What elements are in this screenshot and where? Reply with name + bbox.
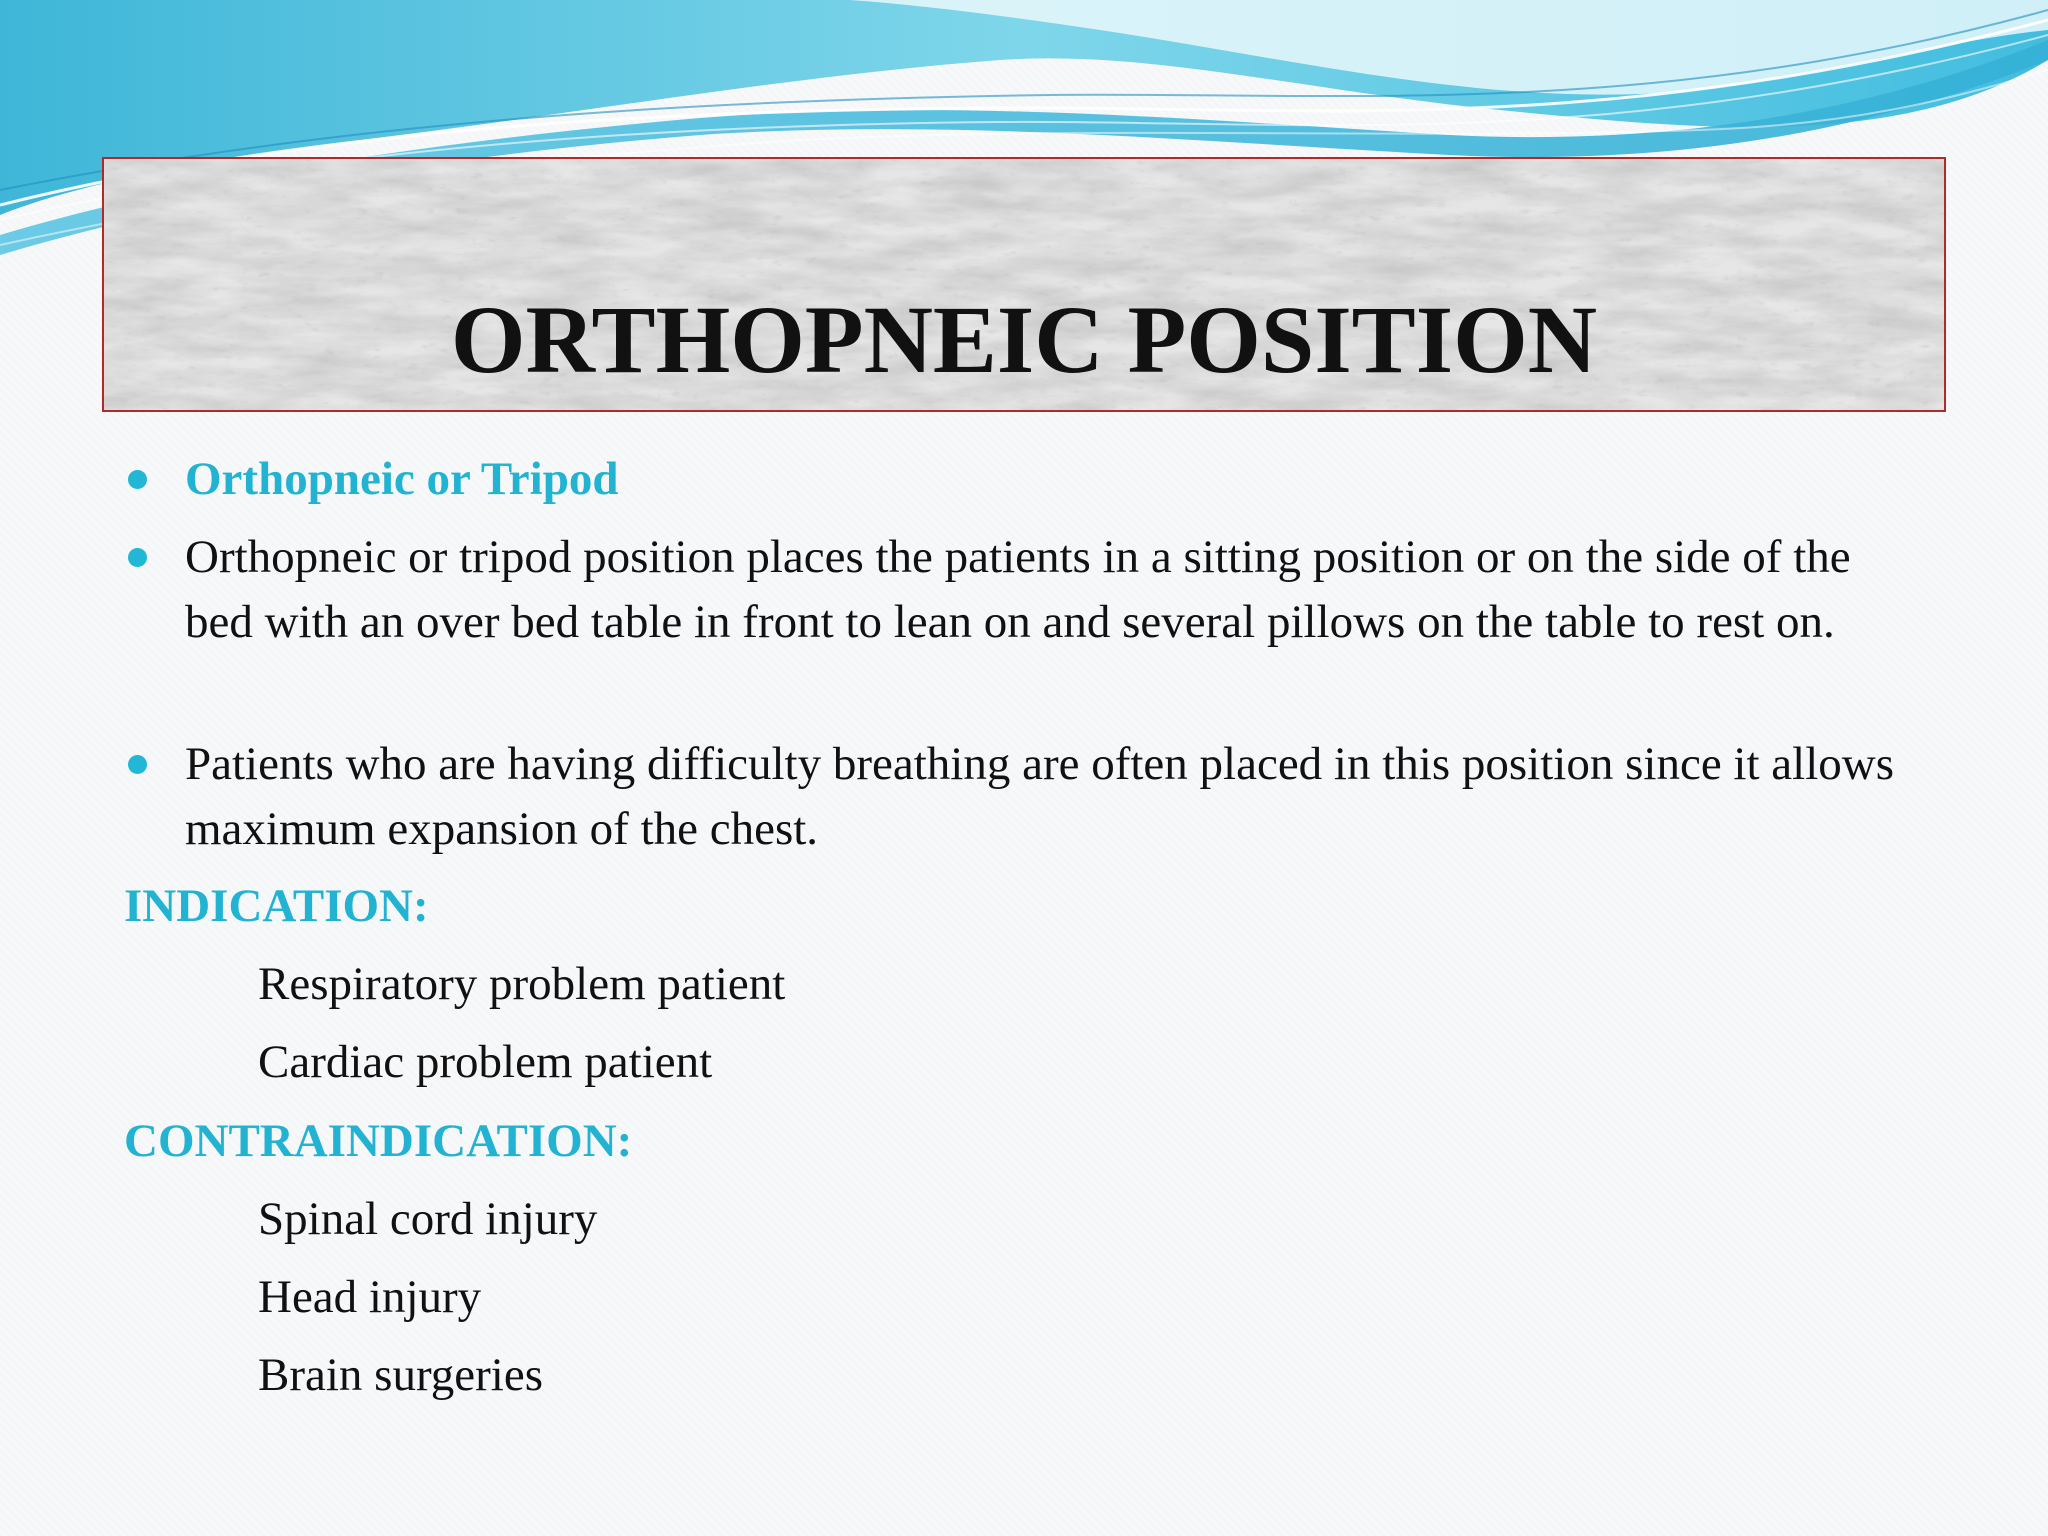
contraindication-heading: CONTRAINDICATION: (124, 1115, 633, 1167)
slide-title: ORTHOPNEIC POSITION (450, 286, 1598, 393)
bullet-dot (128, 548, 147, 567)
bullet-dot (128, 470, 147, 489)
bullet-rationale: Patients who are having difficulty breathing are often placed in this position since it allows maximum expansion of the chest. (185, 738, 1895, 855)
contraindication-item: Head injury (258, 1271, 482, 1323)
indication-item: Respiratory problem patient (258, 958, 786, 1010)
indication-item: Cardiac problem patient (258, 1036, 713, 1088)
bullet-dot (128, 755, 147, 774)
indication-heading: INDICATION: (124, 880, 429, 932)
bullet-subtitle: Orthopneic or Tripod (185, 453, 619, 505)
contraindication-item: Brain surgeries (258, 1349, 543, 1401)
bullet-description: Orthopneic or tripod position places the patients in a sitting position or on the side of the bed with an over bed table in front to lean on and several pillows on the table to rest on. (185, 531, 1851, 648)
contraindication-item: Spinal cord injury (258, 1193, 598, 1245)
